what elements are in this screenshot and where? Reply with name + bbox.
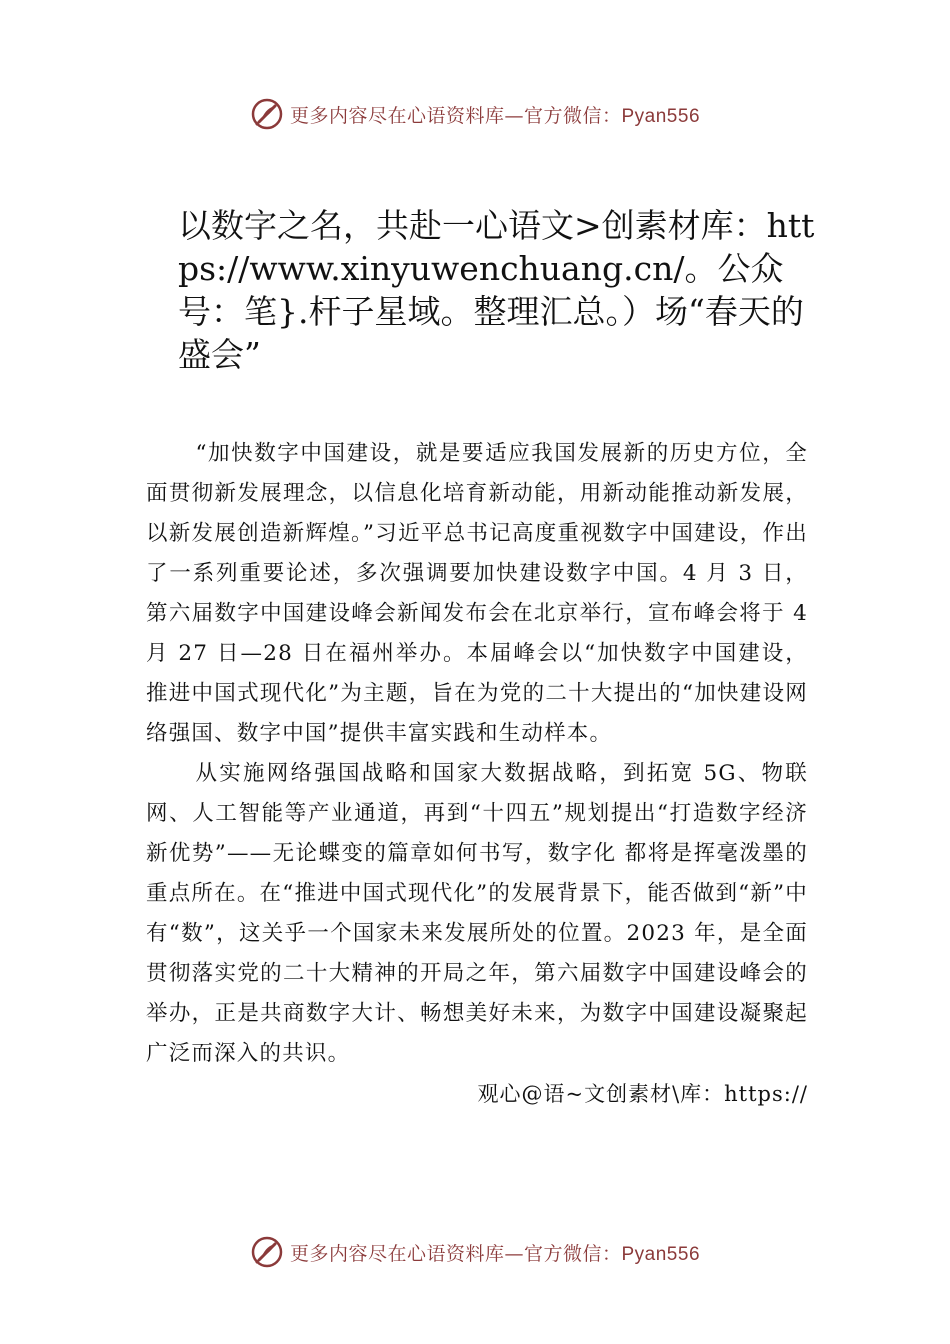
article-title: 以数字之名，共赴一心语文>创素材库：https://www.xinyuwenchuang.cn/。公众号：笔}.杆子星域。整理汇总。）场“春天的盛会” [178, 206, 815, 374]
paragraph: 从实施网络强国战略和国家大数据战略，到拓宽 5G、物联网、人工智能等产业通道，再到“十四五”规划提出“打造数字经济新优势”——无论蝶变的篇章如何书写，数字化 都将是挥毫泼墨的重点所在。在“推进中国式现代化”的发展背景下，能否做到“新”中有“数”，这关乎一个国家未来发展所处的位置。2023 年，是全面贯彻落实党的二十大精神的开局之年，第六届数字中国建设峰会的举办，正是共商数字大计、畅想美好未来，为数字中国建设凝聚起广泛而深入的共识。 [146, 761, 808, 1066]
footer-banner [0, 1232, 950, 1272]
wechat-id: Pyan556 [621, 105, 701, 127]
quill-logo-icon [250, 97, 284, 131]
banner-text: 更多内容尽在心语资料库—官方微信：Pyan556 [289, 1242, 701, 1265]
header-banner [0, 94, 950, 134]
article-body [146, 434, 808, 1114]
banner-text: 更多内容尽在心语资料库—官方微信：Pyan556 [289, 104, 701, 127]
source-line: 观心@语~文创素材\库：https:// [477, 1082, 808, 1106]
paragraph: “加快数字中国建设，就是要适应我国发展新的历史方位，全面贯彻新发展理念，以信息化培育新动能，用新动能推动新发展，以新发展创造新辉煌。”习近平总书记高度重视数字中国建设，作出了一系列重要论述，多次强调要加快建设数字中国。4 月 3 日，第六届数字中国建设峰会新闻发布会在北京举行，宣布峰会将于 4 月 27 日—28 日在福州举办。本届峰会以“加快数字中国建设，推进中国式现代化”为主题，旨在为党的二十大提出的“加快建设网络强国、数字中国”提供丰富实践和生动样本。 [146, 441, 808, 746]
quill-logo-icon [250, 1235, 284, 1269]
wechat-id: Pyan556 [621, 1243, 701, 1265]
